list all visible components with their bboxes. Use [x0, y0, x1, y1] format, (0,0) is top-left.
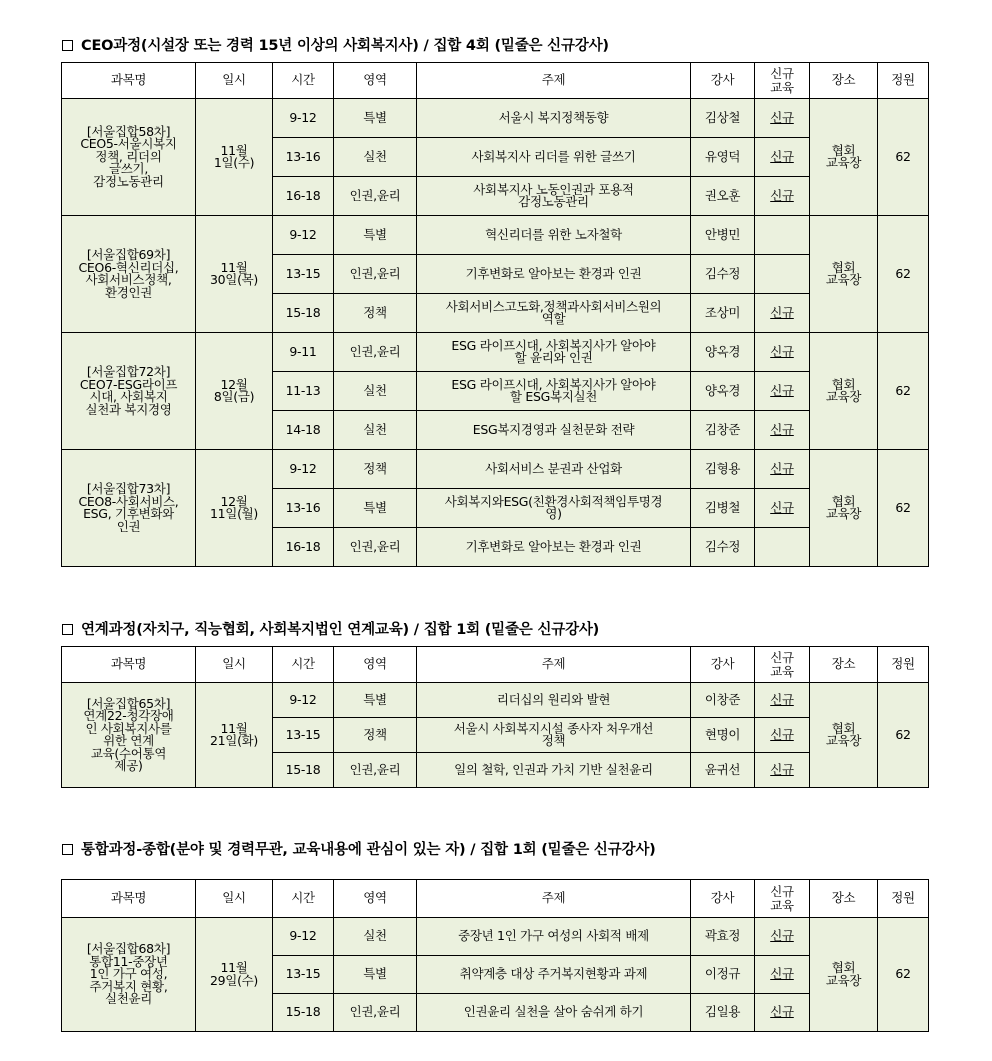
new-instructor-badge: 신규 [755, 450, 810, 489]
checkbox-square-icon [62, 40, 73, 51]
session-time: 15-18 [273, 753, 334, 788]
course-capacity: 62 [878, 450, 929, 567]
session-time: 9-12 [273, 99, 334, 138]
session-area: 인권,윤리 [334, 528, 417, 567]
session-instructor: 김병철 [691, 489, 755, 528]
session-time: 9-12 [273, 216, 334, 255]
new-instructor-badge: 신규 [755, 956, 810, 994]
session-instructor: 권오훈 [691, 177, 755, 216]
session-topic: 사회복지사 노동인권과 포용적 감정노동관리 [417, 177, 691, 216]
session-area: 인권,윤리 [334, 177, 417, 216]
session-area: 인권,윤리 [334, 333, 417, 372]
new-instructor-badge: 신규 [755, 718, 810, 753]
session-area: 인권,윤리 [334, 255, 417, 294]
new-instructor-badge: 신규 [755, 333, 810, 372]
course-place: 협회 교육장 [810, 683, 878, 788]
table-row [62, 333, 929, 372]
header-row [62, 63, 929, 99]
column-header: 일시 [196, 880, 273, 918]
column-header: 정원 [878, 647, 929, 683]
course-date: 11월 1일(수) [196, 99, 273, 216]
course-name: [서울집합65차] 연계22-청각장애 인 사회복지사를 위한 연계 교육(수어통역 제공) [62, 683, 196, 788]
session-topic: 인권윤리 실천을 살아 숨쉬게 하기 [417, 994, 691, 1032]
session-instructor: 김수정 [691, 255, 755, 294]
session-area: 특별 [334, 216, 417, 255]
new-instructor-badge [755, 216, 810, 255]
new-instructor-badge: 신규 [755, 994, 810, 1032]
session-instructor: 김창준 [691, 411, 755, 450]
course-date: 12월 8일(금) [196, 333, 273, 450]
session-instructor: 안병민 [691, 216, 755, 255]
session-time: 13-16 [273, 138, 334, 177]
column-header: 일시 [196, 647, 273, 683]
section-title-text: 연계과정(자치구, 직능협회, 사회복지법인 연계교육) / 집합 1회 (밑줄은 신규강사) [81, 622, 600, 638]
session-topic: 혁신리더를 위한 노자철학 [417, 216, 691, 255]
session-time: 13-15 [273, 255, 334, 294]
session-time: 13-16 [273, 489, 334, 528]
checkbox-square-icon [62, 624, 73, 635]
course-name: [서울집합73차] CEO8-사회서비스, ESG, 기후변화와 인권 [62, 450, 196, 567]
schedule-table [61, 62, 929, 567]
column-header: 강사 [691, 880, 755, 918]
session-topic: 사회서비스 분권과 산업화 [417, 450, 691, 489]
session-instructor: 곽효정 [691, 918, 755, 956]
schedule-table [61, 879, 929, 1032]
header-row [62, 880, 929, 918]
session-topic: 취약계층 대상 주거복지현황과 과제 [417, 956, 691, 994]
session-topic: ESG 라이프시대, 사회복지사가 알아야 할 윤리와 인권 [417, 333, 691, 372]
session-instructor: 김상철 [691, 99, 755, 138]
column-header: 영역 [334, 647, 417, 683]
new-instructor-badge: 신규 [755, 138, 810, 177]
new-instructor-badge: 신규 [755, 918, 810, 956]
new-instructor-badge: 신규 [755, 753, 810, 788]
header-row [62, 647, 929, 683]
session-instructor: 김수정 [691, 528, 755, 567]
session-topic: 서울시 사회복지시설 종사자 처우개선 정책 [417, 718, 691, 753]
column-header: 주제 [417, 647, 691, 683]
session-instructor: 조상미 [691, 294, 755, 333]
new-instructor-badge: 신규 [755, 683, 810, 718]
course-place: 협회 교육장 [810, 450, 878, 567]
column-header: 강사 [691, 647, 755, 683]
session-area: 특별 [334, 489, 417, 528]
course-place: 협회 교육장 [810, 216, 878, 333]
table-row [62, 99, 929, 138]
session-time: 9-11 [273, 333, 334, 372]
new-instructor-badge: 신규 [755, 177, 810, 216]
column-header: 영역 [334, 880, 417, 918]
new-instructor-badge: 신규 [755, 99, 810, 138]
session-area: 정책 [334, 450, 417, 489]
session-instructor: 이창준 [691, 683, 755, 718]
section-title-text: 통합과정-종합(분야 및 경력무관, 교육내용에 관심이 있는 자) / 집합 1회 (밑줄은 신규강사) [81, 842, 656, 858]
session-area: 정책 [334, 718, 417, 753]
course-place: 협회 교육장 [810, 918, 878, 1032]
session-instructor: 김일용 [691, 994, 755, 1032]
session-time: 9-12 [273, 918, 334, 956]
column-header: 영역 [334, 63, 417, 99]
session-area: 실천 [334, 411, 417, 450]
session-instructor: 윤귀선 [691, 753, 755, 788]
course-name: [서울집합68차] 통합11-중장년 1인 가구 여성, 주거복지 현황, 실천윤리 [62, 918, 196, 1032]
session-area: 실천 [334, 138, 417, 177]
course-capacity: 62 [878, 683, 929, 788]
session-time: 14-18 [273, 411, 334, 450]
course-capacity: 62 [878, 216, 929, 333]
new-instructor-badge: 신규 [755, 372, 810, 411]
course-name: [서울집합72차] CEO7-ESG라이프 시대, 사회복지 실천과 복지경영 [62, 333, 196, 450]
table-row [62, 216, 929, 255]
session-time: 9-12 [273, 683, 334, 718]
session-topic: 일의 철학, 인권과 가치 기반 실천윤리 [417, 753, 691, 788]
session-instructor: 양옥경 [691, 333, 755, 372]
session-area: 특별 [334, 683, 417, 718]
session-area: 실천 [334, 918, 417, 956]
new-instructor-badge [755, 528, 810, 567]
column-header: 시간 [273, 647, 334, 683]
session-time: 15-18 [273, 294, 334, 333]
session-topic: 사회복지사 리더를 위한 글쓰기 [417, 138, 691, 177]
section-title [62, 838, 656, 859]
session-area: 특별 [334, 956, 417, 994]
new-instructor-badge: 신규 [755, 489, 810, 528]
session-topic: 리더십의 원리와 발현 [417, 683, 691, 718]
session-topic: 사회서비스고도화,정책과사회서비스원의 역할 [417, 294, 691, 333]
course-capacity: 62 [878, 918, 929, 1032]
session-area: 정책 [334, 294, 417, 333]
course-date: 11월 21일(화) [196, 683, 273, 788]
section-title-text: CEO과정(시설장 또는 경력 15년 이상의 사회복지사) / 집합 4회 (밑줄은 신규강사) [81, 38, 609, 54]
session-topic: ESG복지경영과 실천문화 전략 [417, 411, 691, 450]
session-area: 특별 [334, 99, 417, 138]
column-header: 신규 교육 [755, 63, 810, 99]
column-header: 장소 [810, 647, 878, 683]
schedule-table [61, 646, 929, 788]
column-header: 시간 [273, 880, 334, 918]
course-place: 협회 교육장 [810, 333, 878, 450]
session-topic: ESG 라이프시대, 사회복지사가 알아야 할 ESG복지실천 [417, 372, 691, 411]
session-instructor: 유영덕 [691, 138, 755, 177]
session-instructor: 양옥경 [691, 372, 755, 411]
column-header: 과목명 [62, 63, 196, 99]
column-header: 정원 [878, 880, 929, 918]
session-area: 실천 [334, 372, 417, 411]
checkbox-square-icon [62, 844, 73, 855]
session-topic: 기후변화로 알아보는 환경과 인권 [417, 255, 691, 294]
session-time: 9-12 [273, 450, 334, 489]
session-time: 16-18 [273, 177, 334, 216]
session-topic: 서울시 복지정책동향 [417, 99, 691, 138]
course-date: 12월 11일(월) [196, 450, 273, 567]
new-instructor-badge [755, 255, 810, 294]
column-header: 시간 [273, 63, 334, 99]
table-row [62, 918, 929, 956]
column-header: 과목명 [62, 880, 196, 918]
column-header: 주제 [417, 880, 691, 918]
session-instructor: 김형용 [691, 450, 755, 489]
session-topic: 중장년 1인 가구 여성의 사회적 배제 [417, 918, 691, 956]
table-row [62, 450, 929, 489]
section-title [62, 34, 609, 55]
column-header: 신규 교육 [755, 880, 810, 918]
session-topic: 기후변화로 알아보는 환경과 인권 [417, 528, 691, 567]
table-row [62, 683, 929, 718]
new-instructor-badge: 신규 [755, 411, 810, 450]
session-time: 16-18 [273, 528, 334, 567]
session-time: 13-15 [273, 956, 334, 994]
column-header: 강사 [691, 63, 755, 99]
course-name: [서울집합69차] CEO6-혁신리더십, 사회서비스정책, 환경인권 [62, 216, 196, 333]
course-name: [서울집합58차] CEO5-서울시복지 정책, 리더의 글쓰기, 감정노동관리 [62, 99, 196, 216]
course-capacity: 62 [878, 333, 929, 450]
column-header: 장소 [810, 880, 878, 918]
session-instructor: 이정규 [691, 956, 755, 994]
session-time: 11-13 [273, 372, 334, 411]
column-header: 주제 [417, 63, 691, 99]
course-capacity: 62 [878, 99, 929, 216]
session-area: 인권,윤리 [334, 753, 417, 788]
course-date: 11월 30일(목) [196, 216, 273, 333]
column-header: 신규 교육 [755, 647, 810, 683]
column-header: 일시 [196, 63, 273, 99]
column-header: 과목명 [62, 647, 196, 683]
session-area: 인권,윤리 [334, 994, 417, 1032]
session-topic: 사회복지와ESG(친환경사회적책임투명경 영) [417, 489, 691, 528]
column-header: 장소 [810, 63, 878, 99]
course-place: 협회 교육장 [810, 99, 878, 216]
session-time: 13-15 [273, 718, 334, 753]
section-title [62, 618, 599, 639]
session-instructor: 현명이 [691, 718, 755, 753]
session-time: 15-18 [273, 994, 334, 1032]
course-date: 11월 29일(수) [196, 918, 273, 1032]
column-header: 정원 [878, 63, 929, 99]
new-instructor-badge: 신규 [755, 294, 810, 333]
